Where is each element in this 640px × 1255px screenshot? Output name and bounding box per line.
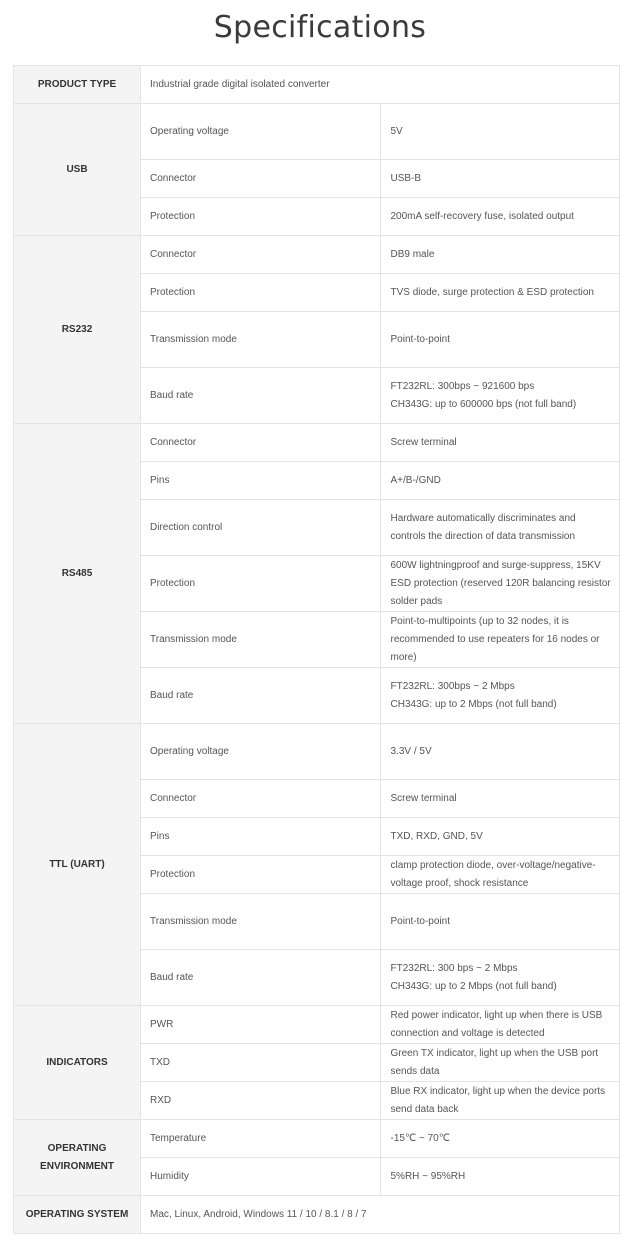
spec-value-line: USB-B (390, 172, 422, 184)
spec-value-line: TXD, RXD, GND, 5V (390, 830, 483, 842)
spec-value-line: FT232RL: 300 bps ~ 2 Mbps (390, 962, 518, 974)
spec-value (380, 424, 620, 462)
spec-value (380, 894, 620, 950)
spec-row (14, 1196, 620, 1234)
spec-value-line: Blue RX indicator, light up when the device ports send data back (390, 1085, 606, 1115)
spec-label: Direction control (141, 500, 381, 556)
spec-value (380, 462, 620, 500)
spec-value-line: clamp protection diode, over-voltage/negative-voltage proof, shock resistance (390, 859, 596, 889)
spec-value (380, 104, 620, 160)
section-category-operating-system: OPERATING SYSTEM (14, 1196, 141, 1234)
spec-value-line: A+/B-/GND (390, 474, 441, 486)
spec-label: Connector (141, 160, 381, 198)
section-category-usb: USB (14, 104, 141, 236)
spec-row (14, 424, 620, 462)
spec-label: Connector (141, 424, 381, 462)
spec-value-line: CH343G: up to 2 Mbps (not full band) (390, 980, 557, 992)
spec-label: Baud rate (141, 950, 381, 1006)
spec-value (380, 274, 620, 312)
spec-value (380, 1006, 620, 1044)
spec-label: Operating voltage (141, 724, 381, 780)
spec-row (14, 1006, 620, 1044)
spec-value (380, 312, 620, 368)
spec-value-line: DB9 male (390, 248, 435, 260)
spec-value-line: FT232RL: 300bps ~ 921600 bps (390, 380, 535, 392)
spec-label: Protection (141, 856, 381, 894)
spec-table-body (14, 66, 620, 1234)
spec-label: Pins (141, 818, 381, 856)
page-title: Specifications (213, 10, 427, 45)
spec-label: Connector (141, 236, 381, 274)
section-category-operating-environment: OPERATING ENVIRONMENT (14, 1120, 141, 1196)
spec-row (14, 1120, 620, 1158)
spec-value-line: -15℃ ~ 70℃ (390, 1132, 450, 1144)
spec-table (13, 65, 620, 1234)
spec-value (380, 160, 620, 198)
spec-value-line: 3.3V / 5V (390, 745, 432, 757)
spec-label: Baud rate (141, 668, 381, 724)
spec-value (380, 556, 620, 612)
spec-value (380, 198, 620, 236)
spec-value (380, 780, 620, 818)
spec-label: Protection (141, 556, 381, 612)
spec-value: Mac, Linux, Android, Windows 11 / 10 / 8.1 / 8 / 7 (141, 1196, 620, 1234)
spec-label: Protection (141, 274, 381, 312)
spec-value (380, 818, 620, 856)
spec-value (380, 500, 620, 556)
spec-label: Baud rate (141, 368, 381, 424)
section-category-rs232: RS232 (14, 236, 141, 424)
spec-value-line: Screw terminal (390, 792, 457, 804)
spec-value (380, 1120, 620, 1158)
spec-label: PWR (141, 1006, 381, 1044)
spec-value (380, 724, 620, 780)
spec-label: Humidity (141, 1158, 381, 1196)
spec-row (14, 724, 620, 780)
spec-label: Protection (141, 198, 381, 236)
spec-value (380, 612, 620, 668)
spec-value-line: CH343G: up to 600000 bps (not full band) (390, 398, 577, 410)
section-category-product-type: PRODUCT TYPE (14, 66, 141, 104)
spec-label: Temperature (141, 1120, 381, 1158)
spec-value (380, 668, 620, 724)
section-category-ttl-uart: TTL (UART) (14, 724, 141, 1006)
spec-value-line: FT232RL: 300bps ~ 2 Mbps (390, 680, 515, 692)
spec-value-line: Red power indicator, light up when there is USB connection and voltage is detected (390, 1009, 603, 1039)
spec-value-line: 5V (390, 125, 403, 137)
spec-value (380, 950, 620, 1006)
spec-value-line: Screw terminal (390, 436, 457, 448)
spec-value (380, 368, 620, 424)
spec-value (380, 236, 620, 274)
spec-label: TXD (141, 1044, 381, 1082)
spec-value-line: CH343G: up to 2 Mbps (not full band) (390, 698, 557, 710)
spec-value-line: Hardware automatically discriminates and controls the direction of data transmission (390, 512, 576, 542)
spec-label: Operating voltage (141, 104, 381, 160)
spec-row (14, 236, 620, 274)
spec-value-line: TVS diode, surge protection & ESD protection (390, 286, 594, 298)
spec-label: Transmission mode (141, 894, 381, 950)
spec-label: RXD (141, 1082, 381, 1120)
spec-value (380, 1044, 620, 1082)
spec-value (380, 856, 620, 894)
spec-value (380, 1158, 620, 1196)
spec-value-line: 200mA self-recovery fuse, isolated output (390, 210, 574, 222)
section-category-indicators: INDICATORS (14, 1006, 141, 1120)
section-category-rs485: RS485 (14, 424, 141, 724)
spec-value (380, 1082, 620, 1120)
spec-row (14, 104, 620, 160)
spec-value-line: Point-to-point (390, 915, 450, 927)
spec-value-line: 600W lightningproof and surge-suppress, 15KV ESD protection (reserved 120R balancing resistor solder pads (390, 559, 611, 607)
spec-row (14, 66, 620, 104)
spec-value: Industrial grade digital isolated converter (141, 66, 620, 104)
spec-value-line: Point-to-multipoints (up to 32 nodes, it is recommended to use repeaters for 16 nodes or more) (390, 615, 600, 663)
spec-label: Connector (141, 780, 381, 818)
spec-label: Pins (141, 462, 381, 500)
spec-value-line: Point-to-point (390, 333, 450, 345)
spec-label: Transmission mode (141, 612, 381, 668)
spec-value-line: Green TX indicator, light up when the USB port sends data (390, 1047, 599, 1077)
spec-label: Transmission mode (141, 312, 381, 368)
spec-value-line: 5%RH ~ 95%RH (390, 1170, 466, 1182)
